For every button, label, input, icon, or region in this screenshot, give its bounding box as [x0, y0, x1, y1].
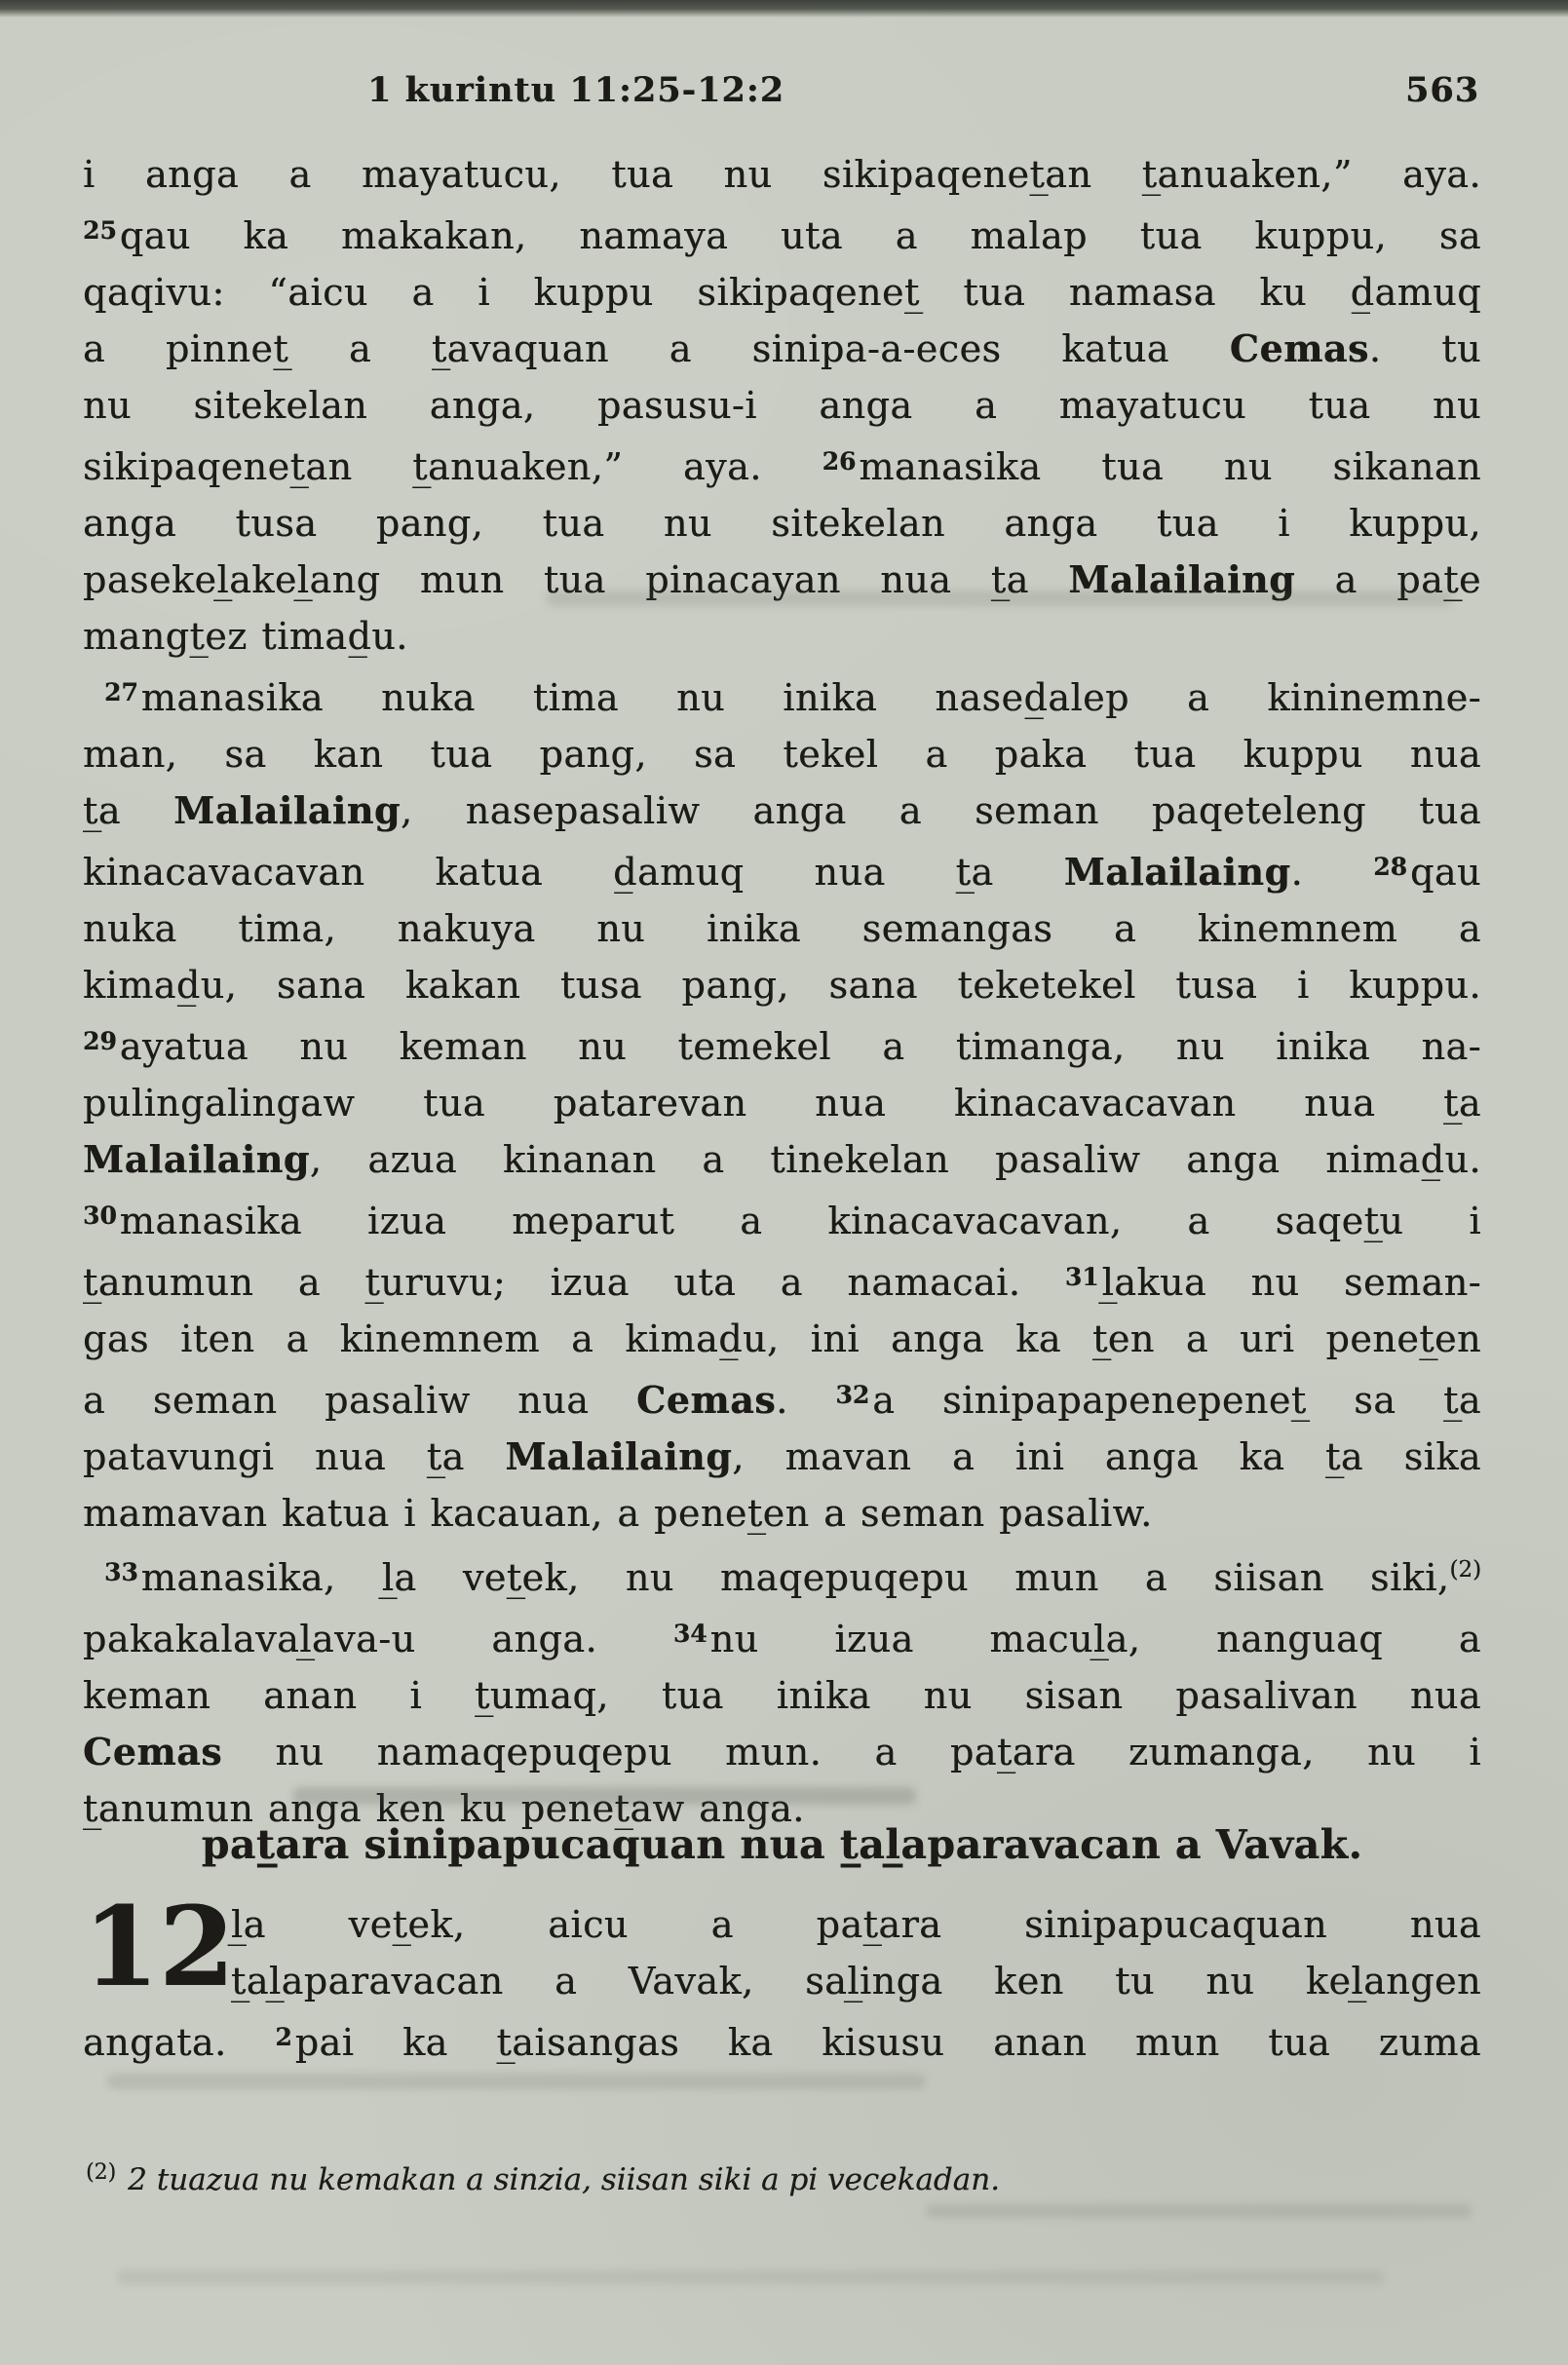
text-line [83, 1667, 1481, 1724]
text-run: gas iten a kinemnem a kimad̲u, ini anga ka t̲en a uri penet̲en [83, 1317, 1481, 1360]
text-line [83, 1896, 1481, 1953]
footnote-reference: (2) [1449, 1557, 1481, 1583]
text-run: qaqivu: “aicu a i kuppu sikipaqenet̲ tua namasa ku d̲amuq [83, 271, 1481, 314]
text-line [83, 434, 1481, 495]
text-line [83, 1188, 1481, 1249]
emphasis-word: Cemas [636, 1378, 777, 1422]
verse-number: 28 [1373, 853, 1408, 881]
text-run: sikipaqenet̲an t̲anuaken,” aya. [83, 445, 822, 488]
text-run: manasika izua meparut a kinacavacavan, a saqet̲u i [119, 1200, 1481, 1242]
text-run: t̲al̲aparavacan a Vavak, sal̲inga ken tu nu kel̲angen [231, 1960, 1481, 2003]
text-run: a pinnet̲ a t̲avaquan a sinipa-a-eces katua [83, 327, 1230, 370]
verse-number: 31 [1064, 1263, 1099, 1291]
text-line [83, 782, 1481, 839]
footnote-marker: (2) [86, 2160, 117, 2185]
text-run: anga tusa pang, tua nu sitekelan anga tua i kuppu, [83, 502, 1481, 545]
text-line [83, 1953, 1481, 2009]
body-text [83, 146, 1481, 1837]
text-line [83, 1075, 1481, 1131]
text-run: nu izua macul̲a, nanguaq a [709, 1618, 1482, 1660]
text-run: kinacavacavan katua d̲amuq nua t̲a [83, 851, 1064, 894]
text-run: manasika, l̲a vet̲ek, nu maqepuqepu mun a siisan siki, [140, 1556, 1450, 1599]
text-line [83, 726, 1481, 782]
text-line [83, 377, 1481, 434]
text-line [83, 495, 1481, 552]
text-line [83, 203, 1481, 264]
paragraph [83, 665, 1481, 1542]
text-line [83, 608, 1481, 665]
emphasis-word: Malailaing [1063, 850, 1291, 894]
text-run: i anga a mayatucu, tua nu sikipaqenet̲an t̲anuaken,” aya. [83, 153, 1481, 196]
text-run: nu sitekelan anga, pasusu-i anga a mayatucu tua nu [83, 384, 1481, 427]
bleedthrough-smudge [117, 2270, 1384, 2284]
text-line [83, 839, 1481, 900]
text-run: , azua kinanan a tinekelan pasaliw anga nimad̲u. [309, 1138, 1481, 1181]
text-run: nuka tima, nakuya nu inika semangas a kinemnem a [83, 907, 1481, 950]
chapter-block [83, 1884, 1481, 2071]
verse-number: 32 [835, 1381, 870, 1409]
text-run: a pat̲e [1295, 558, 1481, 601]
text-run: mangt̲ez timad̲u. [83, 615, 408, 658]
bleedthrough-smudge [107, 2074, 926, 2089]
text-line [83, 2009, 1481, 2071]
bleedthrough-smudge [926, 2204, 1472, 2218]
emphasis-word: Malailaing [173, 788, 401, 832]
text-line [83, 1542, 1481, 1606]
verse-number: 33 [104, 1558, 138, 1586]
verse-number: 29 [83, 1027, 117, 1055]
verse-number: 30 [83, 1202, 117, 1230]
text-line [83, 1013, 1481, 1075]
text-run: nu namaqepuqepu mun. a pat̲ara zumanga, nu i [222, 1731, 1481, 1774]
text-run: l̲akua nu seman- [1101, 1261, 1481, 1304]
text-run: t̲a [83, 789, 174, 832]
chapter-text [83, 1884, 1481, 2071]
text-run: t̲anumun anga ken ku penet̲aw anga. [83, 1787, 805, 1830]
emphasis-word: Malailaing [505, 1434, 733, 1478]
text-run: pai ka t̲aisangas ka kisusu anan mun tua zuma [294, 2021, 1481, 2064]
scan-edge-top [0, 0, 1568, 18]
text-run: t̲anumun a t̲uruvu; izua uta a namacai. [83, 1261, 1065, 1304]
text-run: , nasepasaliw anga a seman paqeteleng tua [400, 789, 1481, 832]
running-header [83, 70, 1481, 119]
text-run: qau ka makakan, namaya uta a malap tua kuppu, sa [119, 214, 1481, 257]
text-run: ayatua nu keman nu temekel a timanga, nu inika na- [119, 1025, 1481, 1068]
section-heading: pat̲ara sinipapucaquan nua t̲al̲aparavacan a Vavak. [201, 1821, 1363, 1868]
text-run: pasekel̲akel̲ang mun tua pinacayan nua t̲a [83, 558, 1069, 601]
footnote-text: 2 tuazua nu kemakan a sinzia, siisan siki a pi vecekadan. [128, 2162, 1000, 2197]
text-line [83, 1311, 1481, 1367]
text-line [83, 321, 1481, 377]
text-run: manasika nuka tima nu inika nased̲alep a kininemne- [140, 676, 1481, 719]
text-run: . tu [1368, 327, 1482, 370]
verse-number: 2 [275, 2023, 292, 2051]
text-line [83, 1485, 1481, 1542]
header-title: 1 kurintu 11:25-12:2 [367, 70, 785, 110]
text-line [83, 957, 1481, 1013]
verse-number: 27 [104, 678, 138, 706]
text-run: a sinipapapenepenet̲ sa t̲a [872, 1379, 1481, 1422]
text-line [83, 1249, 1481, 1311]
text-run: kimad̲u, sana kakan tusa pang, sana teketekel tusa i kuppu. [83, 964, 1481, 1007]
text-line [83, 1429, 1481, 1485]
text-line [83, 665, 1481, 726]
text-run: man, sa kan tua pang, sa tekel a paka tua kuppu nua [83, 733, 1481, 776]
text-line [83, 1724, 1481, 1780]
verse-number: 25 [83, 216, 117, 245]
text-run: l̲a vet̲ek, aicu a pat̲ara sinipapucaquan nua [231, 1903, 1481, 1946]
text-line [83, 900, 1481, 957]
text-run: pakakalaval̲ava-u anga. [83, 1618, 673, 1660]
text-run: keman anan i t̲umaq, tua inika nu sisan pasalivan nua [83, 1674, 1481, 1717]
text-run: . [1290, 851, 1374, 894]
text-line [83, 1367, 1481, 1429]
text-line [83, 146, 1481, 203]
emphasis-word: Malailaing [1068, 557, 1296, 601]
text-run: manasika tua nu sikanan [859, 445, 1481, 488]
text-run: angata. [83, 2021, 276, 2064]
text-run: mamavan katua i kacauan, a penet̲en a seman pasaliw. [83, 1492, 1153, 1535]
text-run: a seman pasaliw nua [83, 1379, 637, 1422]
emphasis-word: Malailaing [83, 1137, 310, 1181]
text-line [83, 552, 1481, 608]
page-number: 563 [1404, 70, 1479, 110]
text-run: pulingalingaw tua patarevan nua kinacavacavan nua t̲a [83, 1082, 1481, 1125]
drop-cap-chapter-number: 12 [83, 1884, 235, 2011]
text-line [83, 264, 1481, 321]
text-line [83, 1131, 1481, 1188]
text-run: qau [1410, 851, 1481, 894]
paragraph [83, 146, 1481, 665]
text-line [83, 1606, 1481, 1667]
text-run: patavungi nua t̲a [83, 1435, 506, 1478]
emphasis-word: Cemas [1229, 326, 1369, 370]
verse-number: 34 [672, 1620, 708, 1648]
text-run: , mavan a ini anga ka t̲a sika [732, 1435, 1482, 1478]
text-run: . [776, 1379, 836, 1422]
paragraph [83, 1542, 1481, 1837]
verse-number: 26 [822, 447, 857, 476]
footnote [86, 2152, 1484, 2201]
emphasis-word: Cemas [83, 1730, 223, 1774]
